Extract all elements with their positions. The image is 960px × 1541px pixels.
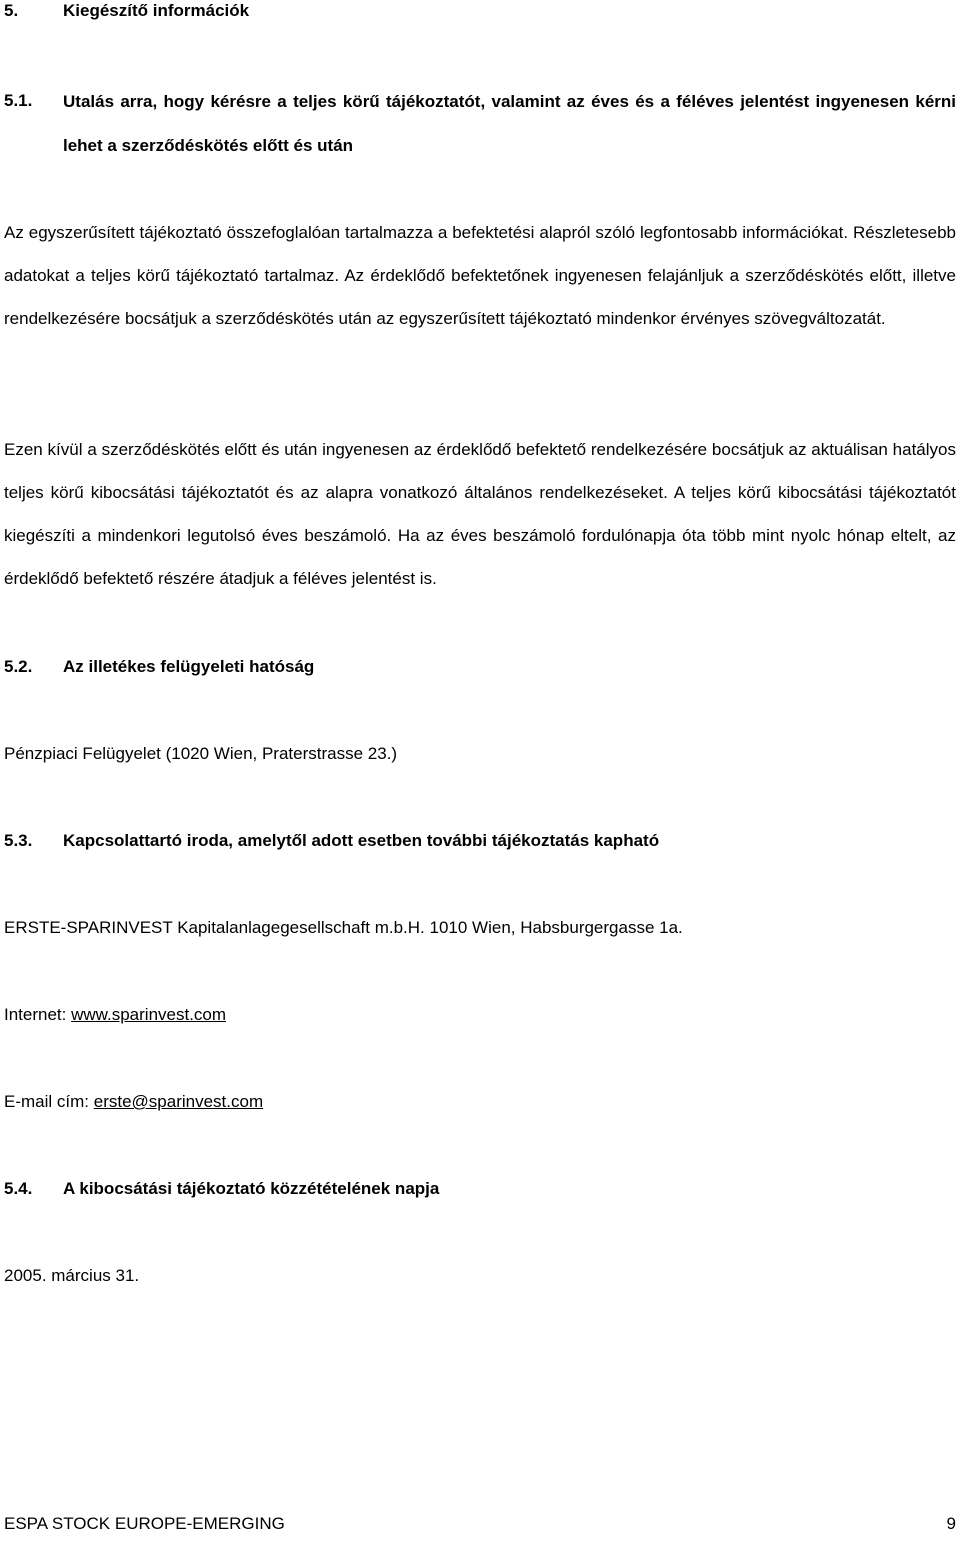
email-link[interactable]: erste@sparinvest.com — [93, 1092, 264, 1111]
section-5-1-number: 5.1. — [4, 91, 33, 110]
section-5-4-number: 5.4. — [4, 1179, 33, 1198]
contact-company: ERSTE-SPARINVEST Kapitalanlagegesellschaft m.b.H. 1010 Wien, Habsburgergasse 1a. — [4, 918, 683, 937]
section-5-2-title: Az illetékes felügyeleti hatóság — [63, 657, 315, 676]
section-5-4-title: A kibocsátási tájékoztató közzétételének napja — [63, 1179, 440, 1198]
section-5-1-title: Utalás arra, hogy kérésre a teljes körű tájékoztatót, valamint az éves és a féléves jelentést ingyenesen kérni lehet a szerződéskötés előtt és után — [63, 92, 956, 155]
email-line — [4, 1092, 263, 1112]
internet-line — [4, 1005, 226, 1025]
footer-document-title: ESPA STOCK EUROPE-EMERGING — [4, 1514, 285, 1533]
section-5-1-paragraph-1: Az egyszerűsített tájékoztató összefoglalóan tartalmazza a befektetési alapról szóló legfontosabb információkat. Részletesebb adatokat a teljes körű tájékoztató tartalmaz. Az érdeklődő befektetőnek ingyenesen felajánljuk a szerződéskötés előtt, illetve rendelkezésére bocsátjuk a szerződéskötés után az egyszerűsített tájékoztató mindenkor érvényes szövegváltozatát. — [4, 223, 956, 328]
internet-label: Internet: — [4, 1005, 72, 1024]
section-5-2-number: 5.2. — [4, 657, 33, 676]
email-label: E-mail cím: — [4, 1092, 94, 1111]
internet-link[interactable]: www.sparinvest.com — [71, 1005, 227, 1024]
section-5-3-title: Kapcsolattartó iroda, amelytől adott esetben további tájékoztatás kapható — [63, 831, 660, 850]
supervisory-authority: Pénzpiaci Felügyelet (1020 Wien, Praterstrasse 23.) — [4, 744, 398, 763]
publication-date: 2005. március 31. — [4, 1266, 140, 1285]
page-number: 9 — [946, 1514, 956, 1533]
section-5-title: Kiegészítő információk — [63, 1, 250, 20]
section-5-1-paragraph-2: Ezen kívül a szerződéskötés előtt és után ingyenesen az érdeklődő befektető rendelkezésére bocsátjuk az aktuálisan hatályos teljes körű kibocsátási tájékoztatót és az alapra vonatkozó általános rendelkezéseket. A teljes körű kibocsátási tájékoztatót kiegészíti a mindenkori legutolsó éves beszámoló. Ha az éves beszámoló fordulónapja óta több mint nyolc hónap eltelt, az érdeklődő befektető részére átadjuk a féléves jelentést is. — [4, 440, 956, 588]
section-5-3-number: 5.3. — [4, 831, 33, 850]
section-5-number: 5. — [4, 1, 19, 20]
